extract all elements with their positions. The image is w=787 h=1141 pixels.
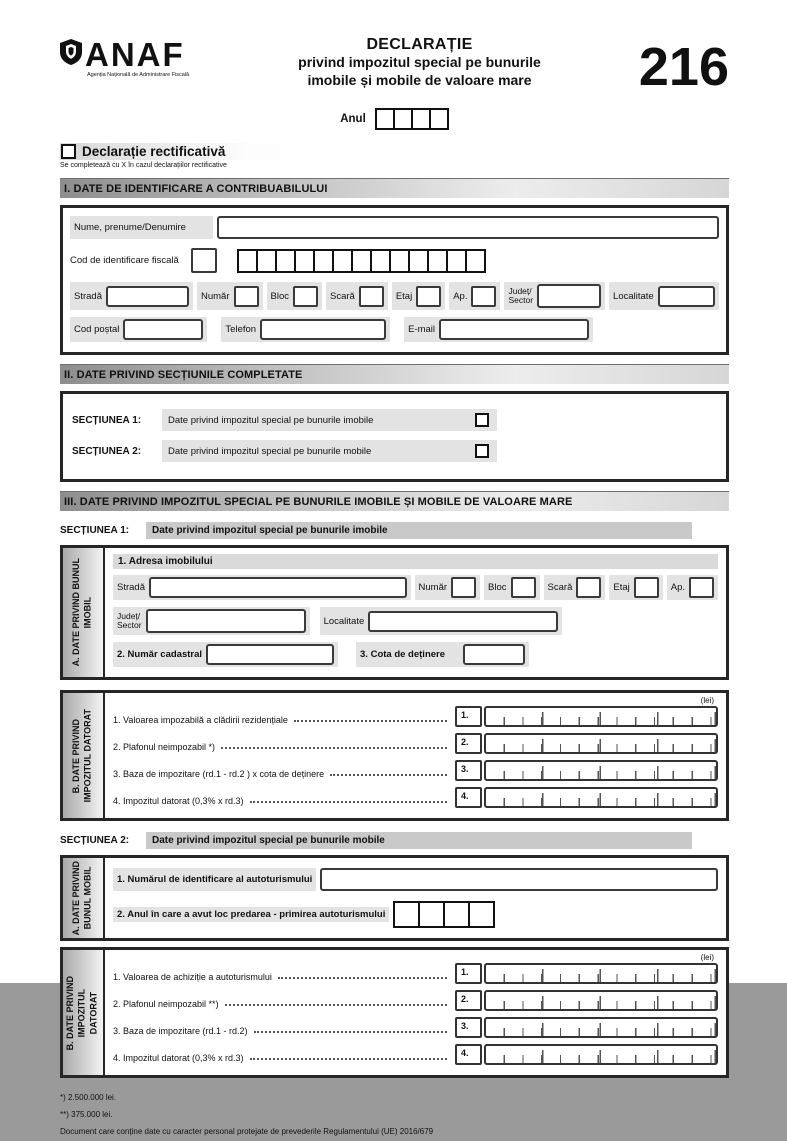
county-label: Județ/ Sector bbox=[508, 285, 534, 305]
sectiunea2-checkbox[interactable] bbox=[475, 444, 489, 458]
imobil-stair-input[interactable] bbox=[576, 577, 601, 598]
imobil-stair-group bbox=[544, 575, 606, 600]
footnote-2: **) 375.000 lei. bbox=[60, 1110, 113, 1120]
imobil-number-group bbox=[415, 575, 481, 600]
cadastral-label: 2. Număr cadastral bbox=[117, 649, 203, 660]
imobil-blockA-frame bbox=[60, 545, 729, 680]
cif-digit-box[interactable] bbox=[427, 249, 448, 273]
quota-input[interactable] bbox=[463, 644, 525, 665]
cif-digit-box[interactable] bbox=[408, 249, 429, 273]
imobil-floor-group bbox=[609, 575, 662, 600]
imobil-blockB-side-label: B. DATE PRIVIND IMPOZITUL DATORAT bbox=[71, 708, 93, 803]
imobil-apt-group bbox=[667, 575, 718, 600]
imobil-block-input[interactable] bbox=[511, 577, 536, 598]
dotted-leader bbox=[221, 747, 447, 749]
cif-label: Cod de identificare fiscală bbox=[70, 255, 179, 266]
tax-row-text: 3. Baza de impozitare (rd.1 - rd.2) bbox=[113, 1026, 248, 1037]
imobil-street-group bbox=[113, 575, 411, 600]
cadastral-input[interactable] bbox=[206, 644, 334, 665]
anaf-logo-title: ANAF bbox=[85, 36, 185, 73]
cif-digit-box[interactable] bbox=[446, 249, 467, 273]
form-title-line1: DECLARAȚIE bbox=[366, 36, 473, 53]
sec1-line-bar: Date privind impozitul special pe bunurile imobile bbox=[146, 522, 692, 539]
name-field-group bbox=[70, 216, 213, 239]
imobil-blockB-side bbox=[63, 693, 105, 818]
section-i-header: I. DATE DE IDENTIFICARE A CONTRIBUABILULUI bbox=[60, 178, 729, 198]
mobil-blockB-frame bbox=[60, 947, 729, 1078]
block-label: Bloc bbox=[270, 290, 289, 302]
tax-row bbox=[113, 733, 718, 754]
amount-box[interactable] bbox=[484, 733, 718, 754]
year-row bbox=[60, 108, 729, 130]
mobil-blockB-side-label: B. DATE PRIVIND IMPOZITUL DATORAT bbox=[65, 975, 99, 1051]
amount-box[interactable] bbox=[484, 787, 718, 808]
tax-row bbox=[113, 706, 718, 727]
email-input[interactable] bbox=[439, 319, 589, 340]
zip-input[interactable] bbox=[123, 319, 203, 340]
year-digit-box[interactable] bbox=[393, 108, 413, 130]
tax-row bbox=[113, 1044, 718, 1065]
lei-unit-label: (lei) bbox=[700, 696, 714, 705]
rectificative-note: Se completează cu X în cazul declarațiilor rectificative bbox=[60, 162, 227, 169]
row-number-cell: 3. bbox=[455, 1017, 482, 1038]
sectiunea2-label: SECȚIUNEA 2: bbox=[72, 445, 142, 457]
stair-group bbox=[326, 282, 388, 310]
sec2-line-bar: Date privind impozitul special pe bunurile mobile bbox=[146, 832, 692, 849]
tax-row-text: 3. Baza de impozitare (rd.1 - rd.2 ) x cota de deținere bbox=[113, 769, 325, 779]
imobil-floor-input[interactable] bbox=[634, 577, 659, 598]
imobil-number-input[interactable] bbox=[451, 577, 476, 598]
cif-digit-box[interactable] bbox=[237, 249, 258, 273]
dotted-leader bbox=[294, 720, 447, 722]
tax-row bbox=[113, 1017, 718, 1038]
imobil-city-group bbox=[320, 607, 563, 635]
form-title-line3: imobile și mobile de valoare mare bbox=[307, 71, 532, 88]
sectiunea2-group bbox=[162, 440, 497, 462]
anaf-shield-icon bbox=[60, 39, 82, 70]
city-input[interactable] bbox=[658, 286, 715, 307]
sectiunea2-text: Date privind impozitul special pe bunurile mobile bbox=[168, 445, 372, 457]
floor-group bbox=[392, 282, 445, 310]
imobil-block-group bbox=[484, 575, 539, 600]
anaf-logo-subtitle: Agenția Națională de Administrare Fiscală bbox=[87, 72, 190, 78]
stair-input[interactable] bbox=[359, 286, 384, 307]
imobil-blockB-frame bbox=[60, 690, 729, 821]
row-number-cell: 2. bbox=[455, 990, 482, 1011]
imobil-city-input[interactable] bbox=[368, 611, 558, 632]
vin-label: 1. Numărul de identificare al autoturismului bbox=[117, 874, 313, 885]
amount-box[interactable] bbox=[484, 760, 718, 781]
cadastral-group bbox=[113, 642, 338, 667]
cif-digit-box[interactable] bbox=[370, 249, 391, 273]
imobil-blockA-side bbox=[63, 548, 105, 677]
number-label: Număr bbox=[201, 290, 230, 302]
amount-box[interactable] bbox=[484, 963, 718, 984]
imobil-stair-label: Scară bbox=[547, 582, 573, 593]
handover-digit-box[interactable] bbox=[443, 901, 470, 928]
tax-row-text: 4. Impozitul datorat (0,3% x rd.3) bbox=[113, 796, 244, 806]
tax-row bbox=[113, 963, 718, 984]
sectiunea1-text: Date privind impozitul special pe bunurile imobile bbox=[168, 414, 374, 426]
zip-group bbox=[70, 317, 207, 342]
imobil-street-label: Stradă bbox=[117, 582, 145, 593]
rectificative-group bbox=[60, 143, 280, 160]
stair-label: Scară bbox=[330, 290, 355, 302]
tax-row-text: 1. Valoarea impozabilă a clădirii rezidențiale bbox=[113, 715, 288, 725]
section-ii-frame bbox=[60, 391, 729, 482]
year-input[interactable] bbox=[375, 108, 449, 130]
handover-digit-box[interactable] bbox=[468, 901, 495, 928]
imobil-block-label: Bloc bbox=[488, 582, 507, 593]
row-number-cell: 1. bbox=[455, 963, 482, 984]
cif-input[interactable] bbox=[237, 249, 486, 273]
dotted-leader bbox=[225, 1004, 447, 1006]
row-number-cell: 4. bbox=[455, 787, 482, 808]
city-group bbox=[609, 282, 719, 310]
cif-attribute-box[interactable] bbox=[191, 248, 217, 273]
imobil-city-label: Localitate bbox=[323, 615, 365, 627]
phone-label: Telefon bbox=[225, 324, 257, 335]
anaf-logo bbox=[60, 30, 228, 78]
street-label: Stradă bbox=[74, 290, 102, 302]
handover-year-input[interactable] bbox=[393, 901, 495, 928]
tax-row-text: 2. Plafonul neimpozabil **) bbox=[113, 999, 219, 1010]
phone-input[interactable] bbox=[260, 319, 386, 340]
imobil-county-group bbox=[113, 607, 310, 635]
mobil-blockA-side bbox=[63, 858, 105, 938]
sectiunea1-checkbox[interactable] bbox=[475, 413, 489, 427]
mobil-blockA-side-label: A. DATE PRIVIND BUNUL MOBIL bbox=[71, 861, 93, 936]
form-number: 216 bbox=[638, 37, 729, 97]
imobil-apt-input[interactable] bbox=[689, 577, 714, 598]
address-title: 1. Adresa imobilului bbox=[113, 554, 718, 569]
zip-label: Cod poștal bbox=[74, 324, 120, 335]
vin-label-chip bbox=[113, 868, 316, 891]
quota-group bbox=[356, 642, 529, 667]
cif-digit-box[interactable] bbox=[389, 249, 410, 273]
county-input[interactable] bbox=[537, 284, 601, 308]
sec1-line-label: SECȚIUNEA 1: bbox=[60, 525, 130, 536]
section-iii-header: III. DATE PRIVIND IMPOZITUL SPECIAL PE BUNURILE IMOBILE ȘI MOBILE DE VALOARE MARE bbox=[60, 491, 729, 511]
imobil-county-label: Județ/ Sector bbox=[117, 610, 142, 630]
tax-row bbox=[113, 760, 718, 781]
street-group bbox=[70, 282, 193, 310]
county-group bbox=[504, 282, 605, 310]
block-group bbox=[267, 282, 322, 310]
dotted-leader bbox=[250, 1058, 447, 1060]
section-i-frame bbox=[60, 205, 729, 355]
imobil-county-input[interactable] bbox=[146, 609, 306, 633]
apt-input[interactable] bbox=[471, 286, 496, 307]
name-input[interactable] bbox=[217, 216, 719, 239]
handover-year-label: 2. Anul în care a avut loc predarea - primirea autoturismului bbox=[117, 909, 386, 920]
form-title-line2: privind impozitul special pe bunurile bbox=[298, 54, 541, 70]
block-input[interactable] bbox=[293, 286, 318, 307]
tax-row-text: 1. Valoarea de achiziție a autoturismului bbox=[113, 972, 272, 983]
sectiunea1-label: SECȚIUNEA 1: bbox=[72, 414, 142, 426]
year-digit-box[interactable] bbox=[429, 108, 449, 130]
dotted-leader bbox=[250, 801, 447, 803]
imobil-street-input[interactable] bbox=[149, 577, 407, 598]
rectificative-label: Declarație rectificativă bbox=[82, 144, 226, 159]
mobil-blockB-side bbox=[63, 950, 105, 1075]
handover-label-chip bbox=[113, 907, 389, 922]
footnote-1: *) 2.500.000 lei. bbox=[60, 1093, 117, 1103]
email-group bbox=[404, 317, 593, 342]
tax-row-text: 2. Plafonul neimpozabil *) bbox=[113, 742, 216, 752]
cif-digit-box[interactable] bbox=[294, 249, 315, 273]
footnote-gdpr: Document care conține date cu caracter personal protejate de prevederile Regulamentului (UE) 2016/679 bbox=[60, 1126, 434, 1136]
apt-group bbox=[449, 282, 500, 310]
year-digit-box[interactable] bbox=[375, 108, 395, 130]
section-ii-header: II. DATE PRIVIND SECȚIUNILE COMPLETATE bbox=[60, 364, 729, 384]
row-number-cell: 4. bbox=[455, 1044, 482, 1065]
dotted-leader bbox=[278, 977, 447, 979]
vin-input[interactable] bbox=[320, 868, 718, 891]
number-input[interactable] bbox=[234, 286, 259, 307]
amount-box[interactable] bbox=[484, 1044, 718, 1065]
row-number-cell: 2. bbox=[455, 733, 482, 754]
handover-digit-box[interactable] bbox=[418, 901, 445, 928]
cif-digit-box[interactable] bbox=[256, 249, 277, 273]
city-label: Localitate bbox=[613, 290, 654, 302]
row-number-cell: 1. bbox=[455, 706, 482, 727]
street-input[interactable] bbox=[106, 286, 189, 307]
cif-digit-box[interactable] bbox=[313, 249, 334, 273]
tax-row bbox=[113, 990, 718, 1011]
apt-label: Ap. bbox=[453, 290, 468, 302]
quota-label: 3. Cota de deținere bbox=[360, 649, 446, 660]
sec2-line-label: SECȚIUNEA 2: bbox=[60, 835, 130, 846]
imobil-apt-label: Ap. bbox=[670, 582, 685, 593]
rectificative-checkbox[interactable] bbox=[61, 144, 76, 159]
year-label: Anul bbox=[340, 113, 366, 125]
form-header bbox=[60, 30, 729, 97]
email-label: E-mail bbox=[408, 324, 435, 335]
cif-digit-box[interactable] bbox=[332, 249, 353, 273]
name-label: Nume, prenume/Denumire bbox=[74, 222, 186, 233]
lei-unit-label: (lei) bbox=[700, 953, 714, 963]
dotted-leader bbox=[330, 774, 447, 776]
amount-box[interactable] bbox=[484, 990, 718, 1011]
dotted-leader bbox=[254, 1031, 447, 1033]
sectiunea1-group bbox=[162, 409, 497, 431]
cif-digit-box[interactable] bbox=[351, 249, 372, 273]
tax-row-text: 4. Impozitul datorat (0,3% x rd.3) bbox=[113, 1053, 244, 1064]
tax-row bbox=[113, 787, 718, 808]
form-title bbox=[228, 30, 611, 89]
imobil-number-label: Număr bbox=[418, 582, 448, 593]
amount-box[interactable] bbox=[484, 706, 718, 727]
floor-input[interactable] bbox=[416, 286, 441, 307]
imobil-floor-label: Etaj bbox=[613, 582, 630, 593]
imobil-blockA-side-label: A. DATE PRIVIND BUNUL IMOBIL bbox=[71, 558, 93, 667]
year-digit-box[interactable] bbox=[411, 108, 431, 130]
handover-digit-box[interactable] bbox=[393, 901, 420, 928]
amount-box[interactable] bbox=[484, 1017, 718, 1038]
phone-group bbox=[221, 317, 390, 342]
cif-digit-box[interactable] bbox=[275, 249, 296, 273]
mobil-blockA-frame bbox=[60, 855, 729, 941]
cif-digit-box[interactable] bbox=[465, 249, 486, 273]
floor-label: Etaj bbox=[395, 290, 413, 302]
row-number-cell: 3. bbox=[455, 760, 482, 781]
number-group bbox=[197, 282, 263, 310]
